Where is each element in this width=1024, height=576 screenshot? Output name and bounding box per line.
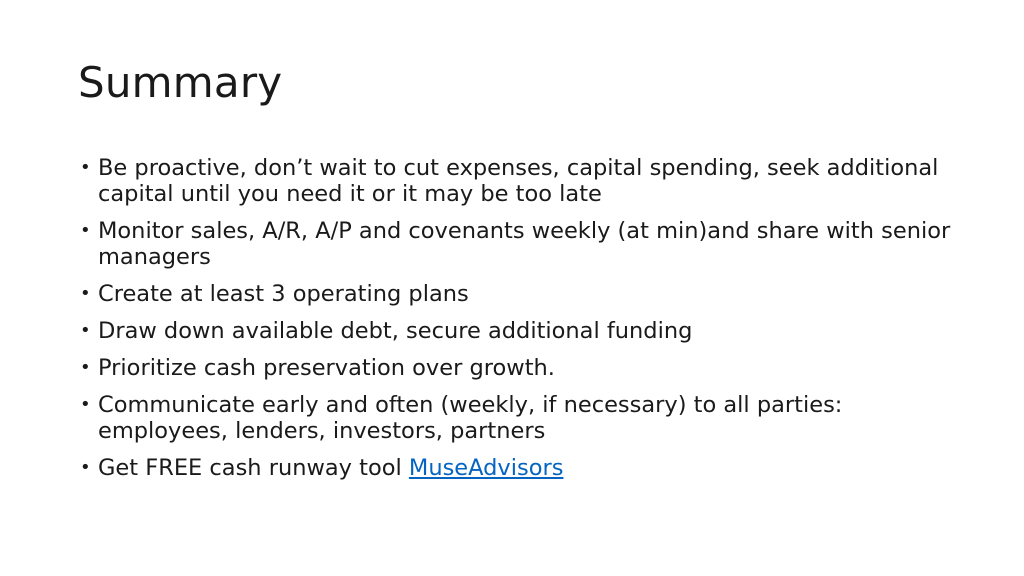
bullet-text: Draw down available debt, secure additional funding [98,318,693,344]
bullet-icon: • [80,157,91,178]
bullet-text: Get FREE cash runway tool [98,455,409,481]
bullet-text: Monitor sales, A/R, A/P and covenants weekly (at min)and share with senior managers [98,218,951,270]
bullet-item [78,355,958,381]
slide-title: Summary [78,58,283,107]
bullet-icon: • [80,457,91,478]
bullet-icon: • [80,394,91,415]
bullet-text: Communicate early and often (weekly, if necessary) to all parties: employees, lenders, investors, partners [98,392,843,444]
bullet-item [78,318,958,344]
bullet-item [78,281,958,307]
bullet-item [78,218,958,270]
bullet-item [78,392,958,444]
bullet-icon: • [80,320,91,341]
bullet-icon: • [80,283,91,304]
bullet-text: Create at least 3 operating plans [98,281,469,307]
bullet-icon: • [80,357,91,378]
bullet-item [78,155,958,207]
bullet-list [78,155,958,492]
bullet-icon: • [80,220,91,241]
museadvisors-link[interactable]: MuseAdvisors [408,455,564,481]
bullet-text: Prioritize cash preservation over growth. [98,355,555,381]
bullet-item [78,455,958,481]
bullet-text: Be proactive, don’t wait to cut expenses, capital spending, seek additional capital until you need it or it may be too late [98,155,939,207]
